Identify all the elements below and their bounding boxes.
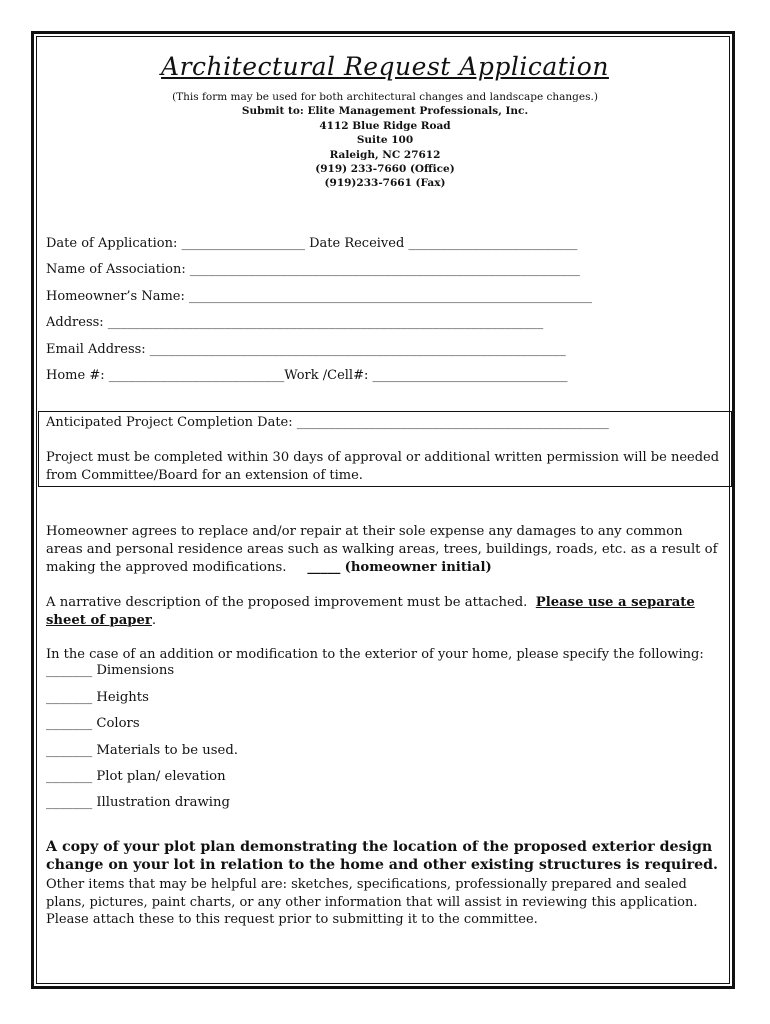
plot-plan-item[interactable]: _______ Plot plan/ elevation xyxy=(46,769,226,784)
helpful-items-note: Other items that may be helpful are: sketches, specifications, professionally prepared and sealed plans, pictures, paint charts, or any other information that will assist in reviewing this application. Please attach these to this request prior to submitting it to the committee. xyxy=(46,877,698,927)
homeowner-name-field[interactable]: Homeowner’s Name: ______________________________________________________________ xyxy=(46,289,593,304)
phone-fields[interactable]: Home #: ___________________________Work /Cell#: ______________________________ xyxy=(46,368,568,383)
separate-sheet-note: Please use a separate sheet of paper xyxy=(46,595,695,628)
submit-to: Submit to: Elite Management Professionals, Inc. xyxy=(241,105,529,118)
heights-item[interactable]: _______ Heights xyxy=(46,690,149,705)
illustration-item[interactable]: _______ Illustration drawing xyxy=(46,795,230,810)
address-field[interactable]: Address: ___________________________________________________________________ xyxy=(46,315,544,330)
street-address: 4112 Blue Ridge Road xyxy=(319,119,451,132)
submission-header xyxy=(0,90,770,191)
narrative-requirement xyxy=(46,594,722,630)
completion-date-field[interactable]: Anticipated Project Completion Date: ________________________________________________ xyxy=(46,415,609,430)
completion-note: Project must be completed within 30 days of approval or additional written permission will be needed from Committee/Board for an extension of time. xyxy=(46,450,720,483)
fax-number: (919)233-7661 (Fax) xyxy=(324,177,446,190)
plot-plan-requirement: A copy of your plot plan demonstrating the location of the proposed exterior design change on your lot in relation to the home and other existing structures is required. xyxy=(46,839,718,873)
initial-blank[interactable]: _____ xyxy=(307,560,341,575)
initial-label: (homeowner initial) xyxy=(344,560,492,575)
office-phone: (919) 233-7660 (Office) xyxy=(315,163,455,176)
dimensions-item[interactable]: _______ Dimensions xyxy=(46,663,175,678)
colors-item[interactable]: _______ Colors xyxy=(46,716,140,731)
date-of-application-field[interactable]: Date of Application: ___________________ Date Received __________________________ xyxy=(46,236,578,251)
exterior-intro: In the case of an addition or modification to the exterior of your home, please specify the following: xyxy=(46,647,704,662)
form-usage-note: (This form may be used for both architectural changes and landscape changes.) xyxy=(172,91,598,103)
suite: Suite 100 xyxy=(356,134,414,147)
city-state-zip: Raleigh, NC 27612 xyxy=(329,148,441,161)
page-title: Architectural Request Application xyxy=(161,52,609,81)
name-of-association-field[interactable]: Name of Association: ____________________________________________________________ xyxy=(46,262,580,277)
narrative-text: A narrative description of the proposed improvement must be attached. xyxy=(46,595,528,610)
damage-agreement-text: Homeowner agrees to replace and/or repair at their sole expense any damages to any common areas and personal residence areas such as walking areas, trees, buildings, roads, etc. as a result of making the approved modifications. xyxy=(46,524,718,575)
narrative-end: . xyxy=(151,613,157,628)
email-address-field[interactable]: Email Address: ________________________________________________________________ xyxy=(46,342,566,357)
damage-agreement xyxy=(46,523,722,577)
materials-item[interactable]: _______ Materials to be used. xyxy=(46,743,238,758)
